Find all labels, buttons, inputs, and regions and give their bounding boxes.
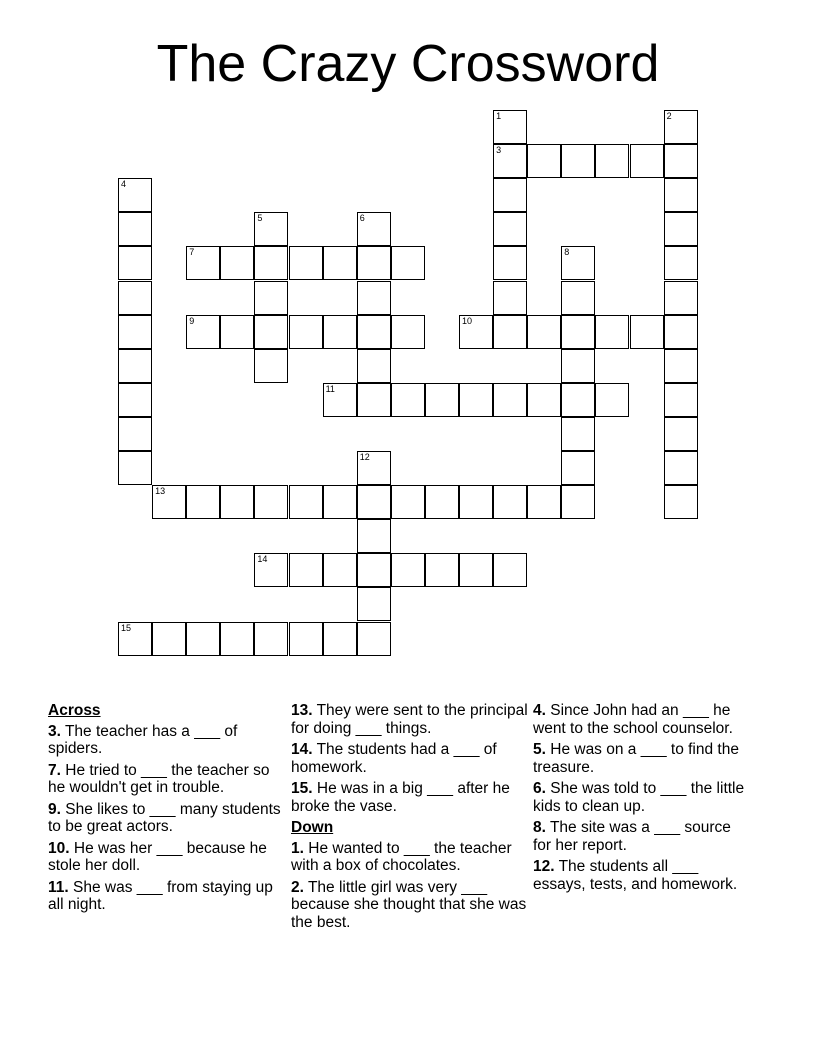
grid-cell[interactable]	[357, 212, 391, 246]
clue-text: The little girl was very ___ because she thought that she was the best.	[291, 878, 527, 931]
grid-cell[interactable]	[561, 281, 595, 315]
clue-text: She was ___ from staying up all night.	[48, 878, 273, 913]
grid-cell[interactable]	[357, 383, 391, 417]
clue-text: She was told to ___ the little kids to clean up.	[533, 780, 745, 815]
grid-cell[interactable]	[527, 144, 561, 178]
clue-item	[533, 702, 753, 737]
clue-number: 4	[121, 179, 127, 190]
clue-number: 2	[666, 111, 672, 121]
clue-column-3	[533, 702, 753, 897]
clue-number: 6.	[533, 780, 546, 797]
clue-number: 10.	[48, 839, 70, 857]
grid-cell[interactable]	[289, 485, 323, 519]
clue-item	[48, 762, 286, 797]
grid-cell[interactable]	[118, 246, 152, 280]
clue-number: 3	[496, 145, 502, 156]
grid-cell[interactable]	[664, 417, 698, 451]
grid-cell[interactable]	[220, 622, 254, 656]
clue-text: The students all ___ essays, tests, and homework.	[533, 858, 738, 893]
grid-cell[interactable]	[561, 417, 595, 451]
clue-number: 15	[121, 622, 132, 633]
grid-cell[interactable]	[493, 246, 527, 280]
grid-cell[interactable]	[220, 485, 254, 519]
grid-cell[interactable]	[118, 178, 152, 212]
grid-cell[interactable]	[254, 622, 288, 656]
grid-cell[interactable]	[391, 315, 425, 349]
grid-cell[interactable]	[118, 451, 152, 485]
clue-number: 2.	[291, 878, 304, 896]
grid-cell[interactable]	[118, 383, 152, 417]
clue-text: They were sent to the principal for doing ___ things.	[291, 702, 528, 737]
clue-item	[291, 879, 529, 932]
grid-cell[interactable]	[527, 485, 561, 519]
clue-item	[291, 780, 529, 815]
grid-cell[interactable]	[323, 485, 357, 519]
clue-number: 13	[155, 486, 166, 497]
grid-cell[interactable]	[664, 212, 698, 246]
grid-cell[interactable]	[493, 110, 527, 144]
down-heading: Down	[291, 819, 334, 836]
clue-number: 10	[462, 315, 473, 326]
grid-cell[interactable]	[630, 315, 664, 349]
grid-cell[interactable]	[323, 622, 357, 656]
grid-cell[interactable]	[357, 553, 391, 587]
clue-number: 9.	[48, 800, 61, 818]
clue-text: The students had a ___ of homework.	[291, 741, 497, 776]
grid-cell[interactable]	[561, 246, 595, 280]
grid-cell[interactable]	[595, 315, 629, 349]
grid-cell[interactable]	[664, 281, 698, 315]
grid-cell[interactable]	[118, 315, 152, 349]
clue-number: 5.	[533, 741, 546, 758]
grid-cell[interactable]	[254, 212, 288, 246]
grid-cell[interactable]	[357, 246, 391, 280]
grid-cell[interactable]	[664, 485, 698, 519]
grid-cell[interactable]	[493, 315, 527, 349]
grid-cell[interactable]	[357, 587, 391, 621]
grid-cell[interactable]	[254, 485, 288, 519]
grid-cell[interactable]	[664, 110, 698, 144]
grid-cell[interactable]	[493, 383, 527, 417]
grid-cell[interactable]	[118, 622, 152, 656]
grid-cell[interactable]	[323, 553, 357, 587]
clue-text: He was on a ___ to find the treasure.	[533, 741, 739, 776]
grid-cell[interactable]	[527, 383, 561, 417]
grid-cell[interactable]	[152, 485, 186, 519]
grid-cell[interactable]	[186, 622, 220, 656]
grid-cell[interactable]	[357, 519, 391, 553]
clue-item	[48, 801, 286, 836]
clue-text: She likes to ___ many students to be great actors.	[48, 800, 281, 835]
clue-column-1	[48, 702, 286, 918]
clue-number: 14.	[291, 741, 313, 758]
clue-item	[533, 741, 753, 776]
grid-cell[interactable]	[289, 622, 323, 656]
clue-item	[291, 741, 529, 776]
grid-cell[interactable]	[357, 281, 391, 315]
clue-number: 3.	[48, 722, 61, 740]
grid-cell[interactable]	[118, 212, 152, 246]
clue-number: 6	[359, 213, 365, 224]
grid-cell[interactable]	[561, 485, 595, 519]
grid-cell[interactable]	[664, 144, 698, 178]
across-heading: Across	[48, 702, 101, 719]
grid-cell[interactable]	[561, 383, 595, 417]
grid-cell[interactable]	[459, 485, 493, 519]
grid-cell[interactable]	[493, 178, 527, 212]
grid-cell[interactable]	[630, 144, 664, 178]
grid-cell[interactable]	[664, 349, 698, 383]
clue-item	[533, 858, 753, 893]
grid-cell[interactable]	[186, 485, 220, 519]
clue-number: 5	[257, 213, 263, 224]
grid-cell[interactable]	[323, 383, 357, 417]
grid-cell[interactable]	[323, 246, 357, 280]
grid-cell[interactable]	[289, 246, 323, 280]
grid-cell[interactable]	[254, 315, 288, 349]
grid-cell[interactable]	[391, 553, 425, 587]
grid-cell[interactable]	[459, 315, 493, 349]
clue-number: 13.	[291, 702, 313, 719]
clue-number: 4.	[533, 702, 546, 719]
clue-number: 11.	[48, 878, 69, 896]
clue-text: He was her ___ because he stole her doll.	[48, 839, 267, 874]
grid-cell[interactable]	[664, 246, 698, 280]
grid-cell[interactable]	[357, 485, 391, 519]
grid-cell[interactable]	[561, 315, 595, 349]
grid-cell[interactable]	[391, 383, 425, 417]
clue-number: 11	[325, 383, 335, 394]
clue-number: 1	[496, 111, 502, 121]
clue-text: The teacher has a ___ of spiders.	[48, 722, 238, 757]
grid-cell[interactable]	[391, 485, 425, 519]
grid-cell[interactable]	[391, 246, 425, 280]
grid-cell[interactable]	[527, 315, 561, 349]
clue-number: 8	[564, 247, 570, 258]
grid-cell[interactable]	[425, 485, 459, 519]
clue-item	[48, 840, 286, 875]
grid-cell[interactable]	[118, 281, 152, 315]
clue-text: Since John had an ___ he went to the school counselor.	[533, 702, 733, 737]
grid-cell[interactable]	[357, 622, 391, 656]
grid-cell[interactable]	[152, 622, 186, 656]
grid-cell[interactable]	[595, 383, 629, 417]
grid-cell[interactable]	[595, 144, 629, 178]
clue-number: 7	[189, 247, 195, 258]
clue-number: 14	[257, 554, 268, 565]
grid-cell[interactable]	[357, 315, 391, 349]
grid-cell[interactable]	[220, 315, 254, 349]
clue-number: 9	[189, 315, 195, 326]
clue-text: The site was a ___ source for her report.	[533, 819, 731, 854]
grid-cell[interactable]	[425, 553, 459, 587]
grid-cell[interactable]	[254, 349, 288, 383]
clue-number: 7.	[48, 761, 61, 779]
grid-cell[interactable]	[357, 451, 391, 485]
grid-cell[interactable]	[118, 417, 152, 451]
grid-cell[interactable]	[254, 246, 288, 280]
clue-item	[291, 702, 529, 737]
puzzle-title: The Crazy Crossword	[156, 35, 660, 93]
grid-cell[interactable]	[664, 451, 698, 485]
clue-item	[533, 819, 753, 854]
clue-column-2	[291, 702, 529, 935]
clue-number: 12.	[533, 858, 555, 875]
grid-cell[interactable]	[664, 383, 698, 417]
grid-cell[interactable]	[289, 553, 323, 587]
grid-cell[interactable]	[493, 212, 527, 246]
grid-cell[interactable]	[561, 451, 595, 485]
grid-cell[interactable]	[493, 485, 527, 519]
clue-number: 15.	[291, 780, 313, 797]
clue-item	[533, 780, 753, 815]
grid-cell[interactable]	[425, 383, 459, 417]
clue-text: He was in a big ___ after he broke the vase.	[291, 780, 510, 815]
grid-cell[interactable]	[118, 349, 152, 383]
grid-cell[interactable]	[186, 315, 220, 349]
grid-cell[interactable]	[459, 553, 493, 587]
grid-cell[interactable]	[493, 281, 527, 315]
clue-number: 1.	[291, 839, 304, 857]
grid-cell[interactable]	[254, 553, 288, 587]
grid-cell[interactable]	[186, 246, 220, 280]
grid-cell[interactable]	[664, 315, 698, 349]
grid-cell[interactable]	[254, 281, 288, 315]
clue-item	[48, 723, 286, 758]
grid-cell[interactable]	[493, 553, 527, 587]
grid-cell[interactable]	[459, 383, 493, 417]
grid-cell[interactable]	[664, 178, 698, 212]
clue-number: 12	[359, 452, 370, 462]
grid-cell[interactable]	[220, 246, 254, 280]
clue-text: He tried to ___ the teacher so he wouldn't get in trouble.	[48, 761, 270, 796]
grid-cell[interactable]	[561, 349, 595, 383]
grid-cell[interactable]	[493, 144, 527, 178]
grid-cell[interactable]	[561, 144, 595, 178]
grid-cell[interactable]	[289, 315, 323, 349]
clue-item	[48, 879, 286, 914]
clue-number: 8.	[533, 819, 546, 836]
clue-item	[291, 840, 529, 875]
grid-cell[interactable]	[357, 349, 391, 383]
grid-cell[interactable]	[323, 315, 357, 349]
clue-text: He wanted to ___ the teacher with a box of chocolates.	[291, 839, 512, 874]
